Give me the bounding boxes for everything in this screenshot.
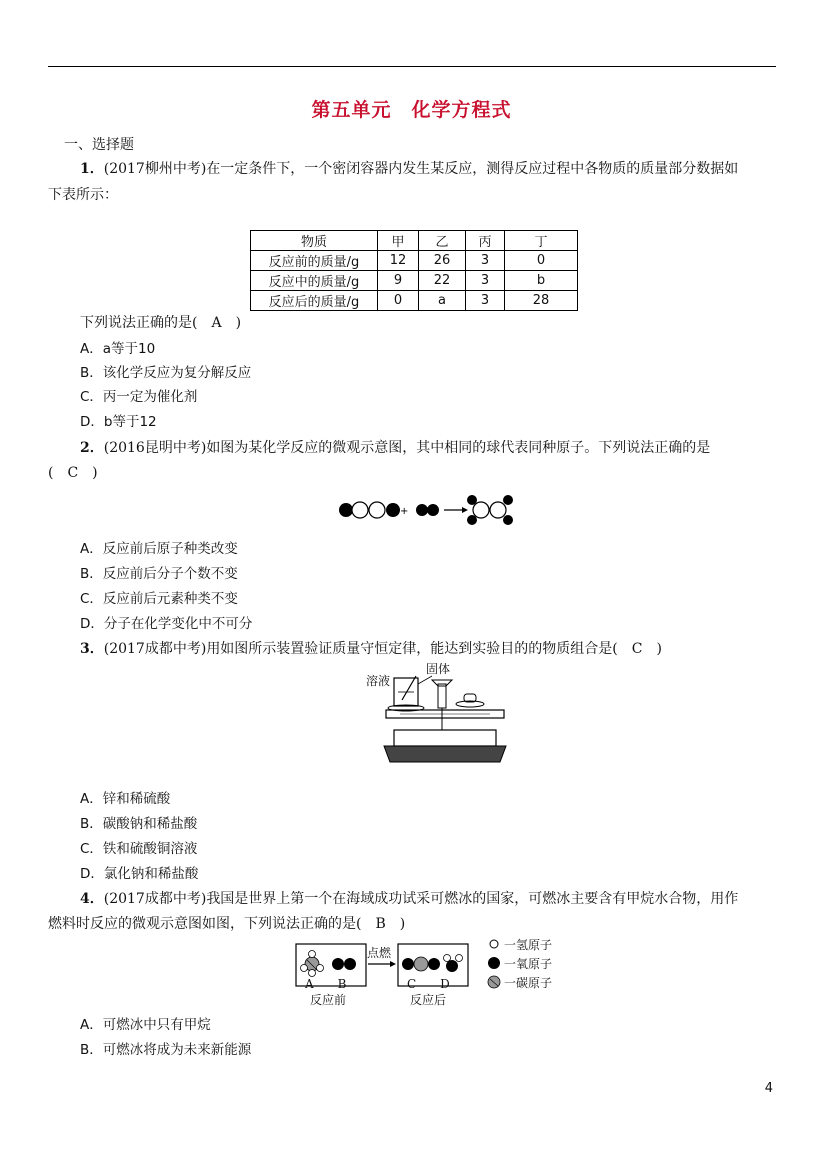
section-heading: 一、选择题 (64, 137, 134, 153)
caption-before: 反应前 (310, 993, 347, 1007)
legend-carbon: 一碳原子 (504, 976, 553, 990)
question-source: (2017柳州中考) (103, 161, 207, 177)
option-d: D．b等于12 (80, 414, 157, 430)
legend-oxygen: 一氧原子 (504, 957, 553, 971)
legend-hydrogen: 一氢原子 (504, 938, 553, 952)
option-a: A．反应前后原子种类改变 (80, 541, 238, 557)
table-cell: 22 (419, 271, 466, 291)
question-source: (2016昆明中考) (103, 440, 207, 456)
balance-apparatus-diagram (380, 670, 510, 766)
caption-after: 反应后 (410, 993, 447, 1007)
question-3-line1 (80, 640, 662, 658)
arrow-label: 点燃 (367, 946, 392, 960)
table-cell: 0 (505, 251, 578, 271)
option-c: C．反应前后元素种类不变 (80, 591, 238, 607)
option-a: A．a等于10 (80, 341, 156, 357)
option-b: B．可燃冰将成为未来新能源 (80, 1042, 252, 1058)
label-solid: 固体 (426, 662, 451, 676)
option-a: A．锌和稀硫酸 (80, 791, 171, 807)
table-header-cell: 丁 (505, 231, 578, 251)
table-cell: 12 (378, 251, 419, 271)
option-b: B．碳酸钠和稀盐酸 (80, 816, 198, 832)
table-cell: 反应中的质量/g (251, 271, 378, 291)
box-after-labels: C D (407, 977, 450, 991)
question-2-line2: ( C ) (48, 465, 98, 481)
option-c: C．铁和硫酸铜溶液 (80, 841, 198, 857)
table-cell: 9 (378, 271, 419, 291)
table-header-cell: 甲 (378, 231, 419, 251)
question-stem: 下列说法正确的是( A ) (80, 315, 242, 331)
option-d: D．分子在化学变化中不可分 (80, 616, 253, 632)
page-title: 第五单元 化学方程式 (311, 99, 512, 121)
option-b: B．反应前后分子个数不变 (80, 566, 238, 582)
table-cell: 0 (378, 291, 419, 311)
table-row (251, 271, 578, 291)
option-c: C．丙一定为催化剂 (80, 389, 198, 405)
box-before-labels: A B (305, 977, 347, 991)
option-d: D．氯化钠和稀盐酸 (80, 866, 199, 882)
svg-text:+: + (400, 506, 409, 517)
question-source: (2017成都中考) (103, 641, 207, 657)
page-number: 4 (764, 1081, 773, 1096)
table-cell: 28 (505, 291, 578, 311)
question-number: 2． (80, 440, 104, 456)
table-cell: 3 (466, 291, 505, 311)
table-cell: b (505, 271, 578, 291)
question-number: 4． (80, 891, 104, 907)
option-b: B．该化学反应为复分解反应 (80, 365, 252, 381)
table-cell: 3 (466, 271, 505, 291)
question-text: 如图为某化学反应的微观示意图，其中相同的球代表同种原子。下列说法正确的是 (206, 440, 711, 456)
header-rule (48, 66, 776, 67)
table-row (251, 291, 578, 311)
table-cell: 反应后的质量/g (251, 291, 378, 311)
question-text: 在一定条件下，一个密闭容器内发生某反应，测得反应过程中各物质的质量部分数据如 (206, 161, 739, 177)
table-header-cell: 物质 (251, 231, 378, 251)
table-header-row (251, 231, 578, 251)
table-cell: a (419, 291, 466, 311)
mass-data-table (250, 230, 578, 311)
question-2-line1 (80, 439, 710, 457)
table-row (251, 251, 578, 271)
label-solution: 溶液 (366, 674, 391, 688)
question-4-line1 (80, 890, 738, 908)
question-text: 用如图所示装置验证质量守恒定律，能达到实验目的的物质组合是( C ) (206, 641, 662, 657)
reaction-molecule-diagram (336, 492, 526, 528)
table-header-cell: 丙 (466, 231, 505, 251)
table-header-cell: 乙 (419, 231, 466, 251)
table-cell: 26 (419, 251, 466, 271)
option-a: A．可燃冰中只有甲烷 (80, 1017, 211, 1033)
question-1-line2: 下表所示： (48, 187, 118, 203)
question-text: 我国是世界上第一个在海域成功试采可燃冰的国家，可燃冰主要含有甲烷水合物，用作 (206, 891, 739, 907)
table-cell: 反应前的质量/g (251, 251, 378, 271)
question-source: (2017成都中考) (103, 891, 207, 907)
atom-legend-icons (486, 934, 504, 990)
question-number: 3． (80, 641, 104, 657)
question-number: 1． (80, 161, 104, 177)
question-4-line2: 燃料时反应的微观示意图如图，下列说法正确的是( B ) (48, 916, 406, 932)
question-1-line1 (80, 160, 738, 178)
table-cell: 3 (466, 251, 505, 271)
